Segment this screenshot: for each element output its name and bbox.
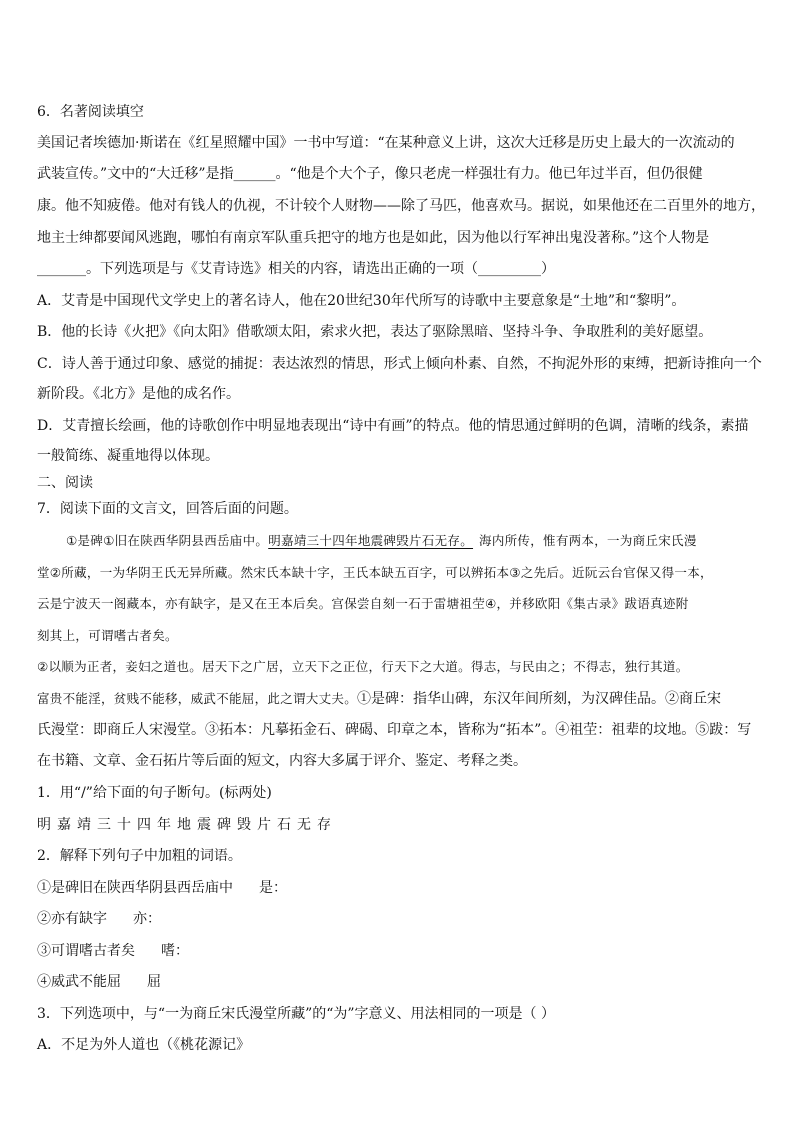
word-item-target: 是： [259, 880, 287, 896]
question-6-passage-line: 地主士绅都要闻风逃跑，哪怕有南京军队重兵把守的地方也是如此，因为他以行军神出鬼没著称。”这个人物是 [37, 230, 710, 246]
question-6-passage-line: 武装宣传。”文中的“大迁移”是指______。“他是个大个子，像只老虎一样强壮有力。他已年过半百，但仍很健 [37, 166, 703, 182]
underlined-sentence: 明嘉靖三十四年地震碑毁片石无存。 [268, 533, 474, 548]
annotation-segment: ①是碑：指华山碑，东汉年间所刻，为汉碑佳品。②商丘宋 [357, 691, 722, 707]
annotation-line: 在书籍、文章、金石拓片等后面的短文，内容大多属于评介、鉴定、考释之类。 [37, 753, 527, 769]
subquestion-2-heading: 2．解释下列句子中加粗的词语。 [37, 848, 242, 864]
option-c: C．诗人善于通过印象、感觉的捕捉：表达浓烈的情思，形式上倾向朴素、自然，不拘泥外形的束缚，把新诗推向一个 [37, 356, 762, 372]
option-c-continued: 新阶段。《北方》是他的成名作。 [37, 386, 240, 402]
classical-text-paragraph-2: ②以顺为正者，妾妇之道也。居天下之广居，立天下之正位，行天下之大道。得志，与民由之；不得志，独行其道。 [37, 659, 689, 674]
classical-text-line: 堂②所藏，一为华阴王氏无异所藏。然宋氏本缺十字，王氏本缺五百字，可以辨拓本③之先后。近阮云台官保又得一本， [37, 565, 713, 580]
option-b: B．他的长诗《火把》《向太阳》借歌颂太阳，索求火把，表达了驱除黑暗、坚持斗争、争取胜利的美好愿望。 [37, 324, 713, 340]
classical-text-segment: 海内所传，惟有两本，一为商丘宋氏漫 [479, 533, 697, 548]
section-heading-reading: 二、阅读 [37, 475, 93, 491]
sentence-to-punctuate: 明嘉靖三十四年地震碑毁片石无存 [37, 817, 337, 833]
question-6-heading: 6．名著阅读填空 [37, 104, 144, 120]
question-6-passage-line: 美国记者埃德加·斯诺在《红星照耀中国》一书中写道：“在某种意义上讲，这次大迁移是历史上最大的一次流动的 [37, 135, 735, 151]
question-6-passage-line: _______。下列选项是与《艾青诗选》相关的内容，请选出正确的一项（_________） [37, 261, 555, 277]
option-d-continued: 一般简练、凝重地得以体现。 [37, 448, 219, 464]
classical-text-line: 刻其上，可谓嗜古者矣。 [37, 628, 178, 643]
word-item [37, 909, 757, 929]
classical-text-segment: 富贵不能淫，贫贱不能移，威武不能屈，此之谓大丈夫。 [37, 691, 358, 706]
classical-text-paragraph-1 [66, 531, 757, 551]
question-6-passage-line: 康。他不知疲倦。他对有钱人的仇视，不计较个人财物——除了马匹，他喜欢马。据说，如果他还在二百里外的地方， [37, 198, 765, 214]
word-item-sentence: ②亦有缺字 [37, 911, 107, 927]
option-a: A．艾青是中国现代文学史上的著名诗人，他在20世纪30年代所写的诗歌中主要意象是“土地”和“黎明”。 [37, 293, 686, 309]
classical-text-and-notes-line [37, 689, 757, 709]
word-item [37, 972, 757, 992]
word-item-target: 亦： [133, 911, 161, 927]
word-item [37, 878, 757, 898]
word-item-sentence: ④威武不能屈 [37, 974, 121, 990]
word-item [37, 941, 757, 961]
subquestion-3-heading: 3．下列选项中，与“一为商丘宋氏漫堂所藏”的“为”字意义、用法相同的一项是（ ） [37, 1006, 555, 1022]
word-item-sentence: ①是碑旧在陕西华阴县西岳庙中 [37, 880, 233, 896]
classical-text-line: 云是宁波天一阁藏本，亦有缺字，是又在王本后矣。宫保尝自刻一石于雷塘祖茔④，并移欧阳《集古录》跋语真迹附 [37, 596, 689, 611]
question-7-heading: 7．阅读下面的文言文，回答后面的问题。 [37, 501, 298, 517]
annotation-line: 氏漫堂：即商丘人宋漫堂。③拓本：凡摹拓金石、碑碣、印章之本，皆称为“拓本”。④祖茔：祖辈的坟地。⑤跋：写 [37, 722, 752, 738]
word-item-sentence: ③可谓嗜古者矣 [37, 943, 135, 959]
classical-text-segment: ①是碑①旧在陕西华阴县西岳庙中。 [66, 533, 269, 548]
subquestion-1-heading: 1．用“/”给下面的句子断句。(标两处) [37, 785, 272, 801]
option-d: D．艾青擅长绘画，他的诗歌创作中明显地表现出“诗中有画”的特点。他的情思通过鲜明的色调，清晰的线条，素描 [37, 418, 749, 434]
subquestion-3-option-a: A．不足为外人道也（《桃花源记》 [37, 1037, 251, 1053]
word-item-target: 嗜： [161, 943, 189, 959]
word-item-target: 屈 [147, 974, 161, 990]
